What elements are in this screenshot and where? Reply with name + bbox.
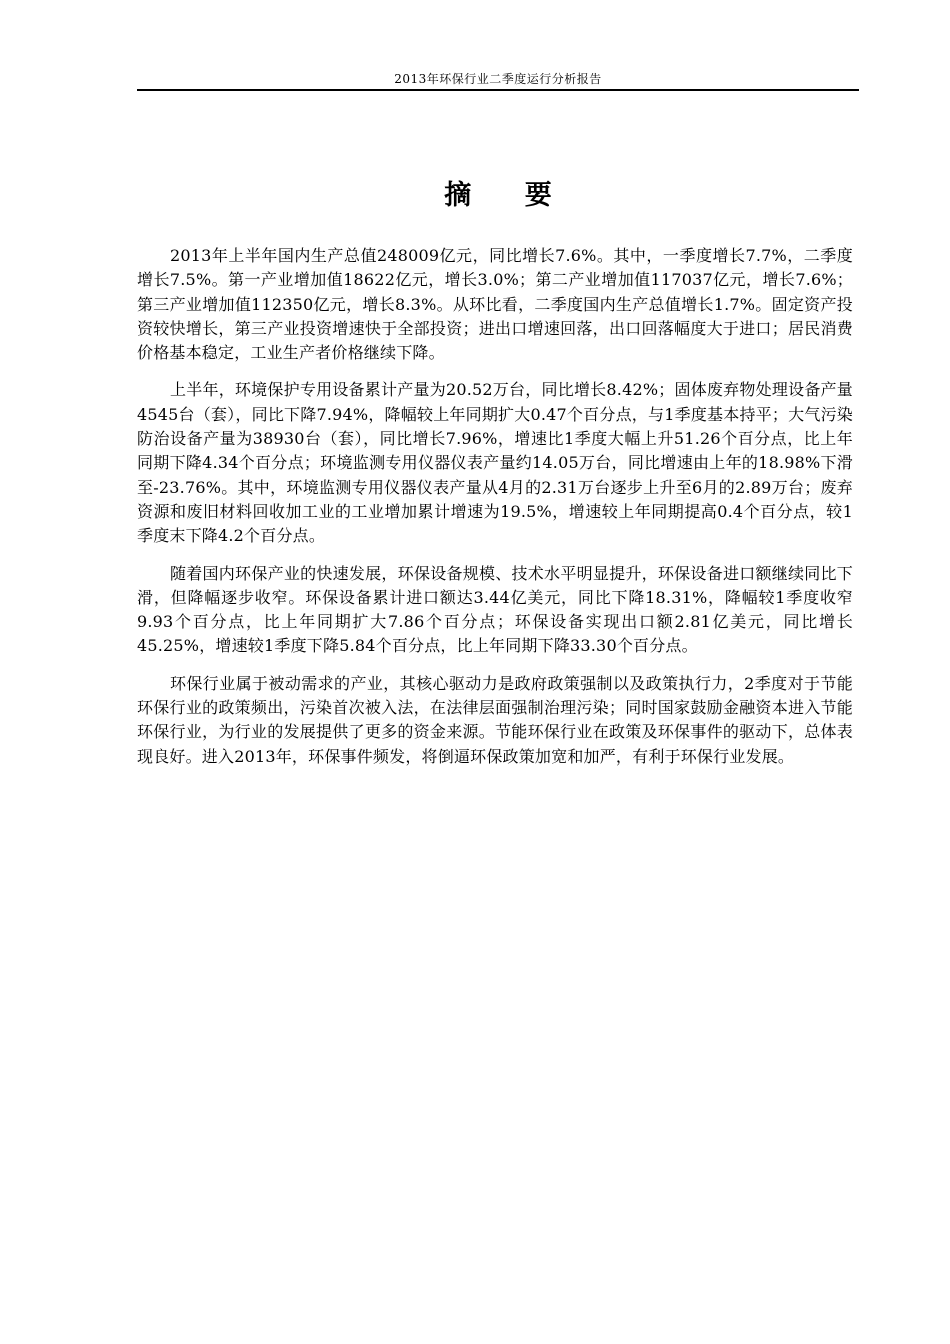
running-header: 2013年环保行业二季度运行分析报告 [394, 72, 602, 86]
header-rule [137, 89, 859, 91]
paragraph-import-export: 随着国内环保产业的快速发展，环保设备规模、技术水平明显提升，环保设备进口额继续同比下滑，但降幅逐步收窄。环保设备累计进口额达3.44亿美元，同比下降18.31%，降幅较1季度收窄9.93个百分点，比上年同期扩大7.86个百分点；环保设备实现出口额2.81亿美元，同比增长45.25%，增速较1季度下降5.84个百分点，比上年同期下降33.30个百分点。 [137, 563, 853, 656]
abstract-body [137, 244, 853, 782]
page-title: 摘 要 [444, 180, 574, 211]
paragraph-gdp-overview: 2013年上半年国内生产总值248009亿元，同比增长7.6%。其中，一季度增长7.7%，二季度增长7.5%。第一产业增加值18622亿元，增长3.0%；第二产业增加值117037亿元，增长7.6%；第三产业增加值112350亿元，增长8.3%。从环比看，二季度国内生产总值增长1.7%。固定资产投资较快增长，第三产业投资增速快于全部投资；进出口增速回落，出口回落幅度大于进口；居民消费价格基本稳定，工业生产者价格继续下降。 [137, 246, 853, 363]
paragraph-equipment-output: 上半年，环境保护专用设备累计产量为20.52万台，同比增长8.42%；固体废弃物处理设备产量4545台（套），同比下降7.94%，降幅较上年同期扩大0.47个百分点，与1季度基本持平；大气污染防治设备产量为38930台（套），同比增长7.96%，增速比1季度大幅上升51.26个百分点，比上年同期下降4.34个百分点；环境监测专用仪器仪表产量约14.05万台，同比增速由上年的18.98%下滑至-23.76%。其中，环境监测专用仪器仪表产量从4月的2.31万台逐步上升至6月的2.89万台；废弃资源和废旧材料回收加工业的工业增加累计增速为19.5%，增速较上年同期提高0.4个百分点，较1季度末下降4.2个百分点。 [137, 380, 853, 546]
paragraph-policy-drivers: 环保行业属于被动需求的产业，其核心驱动力是政府政策强制以及政策执行力，2季度对于节能环保行业的政策频出，污染首次被入法，在法律层面强制治理污染；同时国家鼓励金融资本进入节能环保行业，为行业的发展提供了更多的资金来源。节能环保行业在政策及环保事件的驱动下，总体表现良好。进入2013年，环保事件频发，将倒逼环保政策加宽和加严，有利于环保行业发展。 [137, 673, 853, 766]
